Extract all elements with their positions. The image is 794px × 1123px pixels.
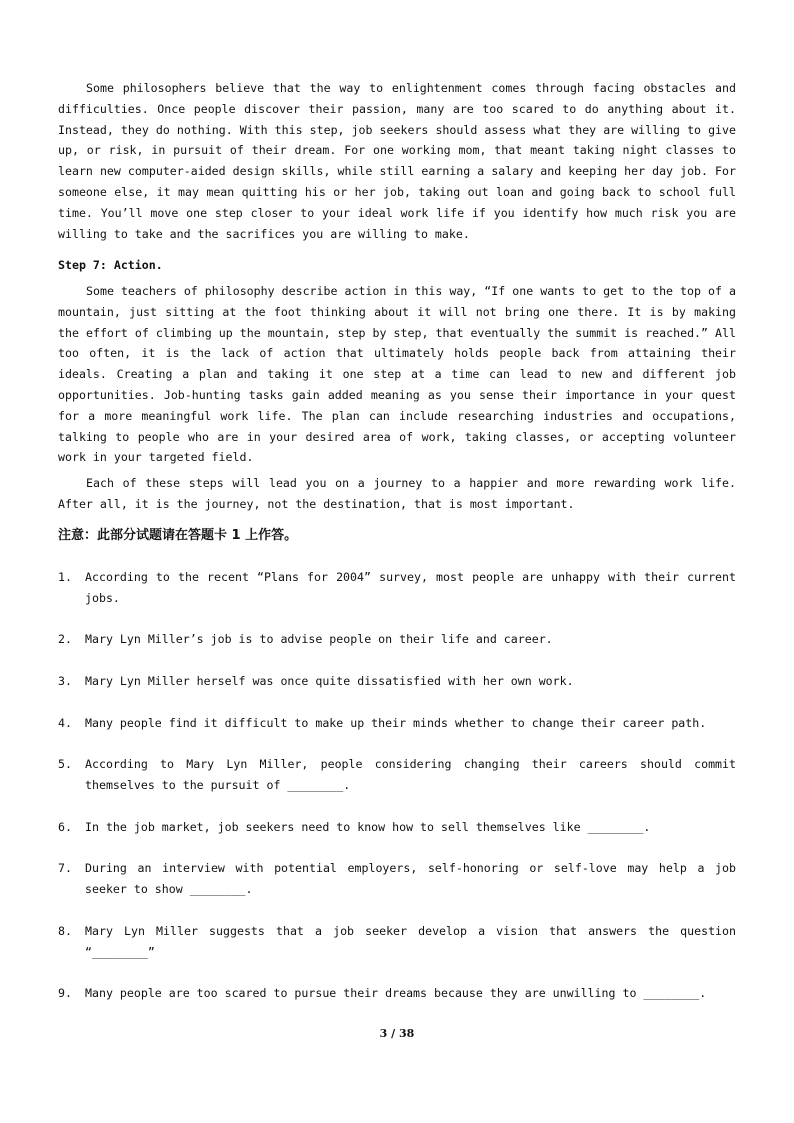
question-text: Mary Lyn Miller herself was once quite dissatisfied with her own work. [85,674,574,688]
question-item [58,858,736,900]
question-number: 2. [58,632,72,646]
step7-heading: Step 7: Action. [58,258,163,272]
passage-paragraph-1: Some philosophers believe that the way to enlightenment comes through facing obstacles and difficulties. Once people discover their passion, many are too scared to do anything about it. Instead, they do nothing. With this step, job seekers should assess what they are willing to give up, or risk, in pursuit of their dream. For one working mom, that meant taking night classes to learn new computer-aided design skills, while still earning a salary and keeping her day job. For someone else, it may mean quitting his or her job, taking out loan and going back to school full time. You’ll move one step closer to your ideal work life if you identify how much risk you are willing to take and the sacrifices you are willing to make. [58,81,736,241]
question-number: 5. [58,757,72,771]
question-number: 9. [58,986,72,1000]
question-number: 3. [58,674,72,688]
question-item [58,713,736,734]
question-item [58,754,736,796]
question-text: According to Mary Lyn Miller, people considering changing their careers should commit themselves to the pursuit of ________. [85,757,736,792]
question-item [58,629,736,650]
question-item [58,983,736,1004]
question-number: 1. [58,570,72,584]
question-item [58,567,736,609]
question-text: During an interview with potential employers, self-honoring or self-love may help a job seeker to show ________. [85,861,736,896]
question-number: 6. [58,820,72,834]
question-text: Many people find it difficult to make up their minds whether to change their career path. [85,716,707,730]
question-number: 7. [58,861,72,875]
question-number: 8. [58,924,72,938]
question-item [58,671,736,692]
answer-notice: 注意：此部分试题请在答题卡 1 上作答。 [58,528,298,543]
passage-paragraph-2: Some teachers of philosophy describe action in this way, “If one wants to get to the top of a mountain, just sitting at the foot thinking about it will not bring one there. It is by making the effort of climbing up the mountain, step by step, that eventually the summit is reached.” All too often, it is the lack of action that ultimately holds people back from attaining their ideals. Creating a plan and taking it one step at a time can lead to new and different job opportunities. Job-hunting tasks gain added meaning as you sense their importance in your quest for a more meaningful work life. The plan can include researching industries and occupations, talking to people who are in your desired area of work, taking classes, or accepting volunteer work in your targeted field. [58,284,736,465]
question-text: Mary Lyn Miller’s job is to advise people on their life and career. [85,632,553,646]
question-text: Many people are too scared to pursue their dreams because they are unwilling to ________. [85,986,707,1000]
passage-paragraph-3: Each of these steps will lead you on a journey to a happier and more rewarding work life. After all, it is the journey, not the destination, that is most important. [58,476,736,511]
page-number: 3 / 38 [379,1027,415,1040]
question-text: According to the recent “Plans for 2004” survey, most people are unhappy with their current jobs. [85,570,736,605]
question-item [58,921,736,963]
question-number: 4. [58,716,72,730]
question-item [58,817,736,838]
question-text: In the job market, job seekers need to know how to sell themselves like ________. [85,820,651,834]
question-text: Mary Lyn Miller suggests that a job seeker develop a vision that answers the question “________” [85,924,736,959]
